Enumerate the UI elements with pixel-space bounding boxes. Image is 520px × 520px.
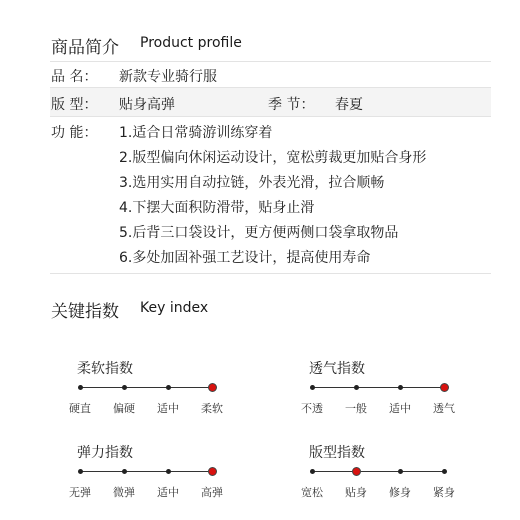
divider <box>50 87 491 88</box>
scale-marker <box>78 469 83 474</box>
value-product-name: 新款专业骑行服 <box>119 69 217 85</box>
scale-line <box>80 471 212 472</box>
label-season: 季 节： <box>268 97 315 113</box>
scale-marker <box>310 385 315 390</box>
feature-item: 1.适合日常骑游训练穿着 <box>119 125 273 141</box>
scale-tick-label: 适中 <box>389 402 411 415</box>
feature-item: 4.下摆大面积防滑带，贴身止滑 <box>119 200 315 216</box>
scale-marker <box>398 385 403 390</box>
scale-title: 弹力指数 <box>77 445 133 461</box>
feature-item: 5.后背三口袋设计，更方便两侧口袋拿取物品 <box>119 225 399 241</box>
scale-marker <box>122 469 127 474</box>
softness-index-scale <box>68 358 228 418</box>
scale-marker <box>166 385 171 390</box>
scale-line <box>312 387 444 388</box>
scale-marker <box>78 385 83 390</box>
feature-item: 3.选用实用自动拉链，外表光滑，拉合顺畅 <box>119 175 385 191</box>
scale-marker-selected <box>352 467 361 476</box>
scale-line <box>312 471 444 472</box>
elasticity-index-scale <box>68 442 228 502</box>
feature-item: 6.多处加固补强工艺设计，提高使用寿命 <box>119 250 371 266</box>
scale-marker <box>354 385 359 390</box>
feature-item: 2.版型偏向休闲运动设计，宽松剪裁更加贴合身形 <box>119 150 427 166</box>
scale-marker <box>166 469 171 474</box>
scale-marker-selected <box>208 467 217 476</box>
scale-tick-label: 柔软 <box>201 402 223 415</box>
scale-line <box>80 387 212 388</box>
scale-marker <box>442 469 447 474</box>
scale-tick-label: 不透 <box>301 402 323 415</box>
scale-tick-label: 硬直 <box>69 402 91 415</box>
divider <box>50 273 491 274</box>
breathability-index-scale <box>300 358 460 418</box>
scale-tick-label: 修身 <box>389 486 411 499</box>
section-title-en: Product profile <box>140 35 242 51</box>
scale-title: 透气指数 <box>309 361 365 377</box>
scale-tick-label: 贴身 <box>345 486 367 499</box>
fit-index-scale <box>300 442 460 502</box>
scale-tick-label: 适中 <box>157 402 179 415</box>
scale-tick-label: 偏硬 <box>113 402 135 415</box>
scale-title: 柔软指数 <box>77 361 133 377</box>
scale-marker-selected <box>208 383 217 392</box>
scale-tick-label: 一般 <box>345 402 367 415</box>
section-title-cn: 商品简介 <box>51 38 119 58</box>
divider <box>50 61 491 62</box>
value-season: 春夏 <box>335 97 363 113</box>
scale-tick-label: 适中 <box>157 486 179 499</box>
scale-tick-label: 透气 <box>433 402 455 415</box>
scale-marker <box>122 385 127 390</box>
label-function: 功 能： <box>51 125 98 141</box>
label-fit: 版 型： <box>51 97 98 113</box>
scale-marker <box>310 469 315 474</box>
key-index-title-en: Key index <box>140 300 209 316</box>
scale-tick-label: 无弹 <box>69 486 91 499</box>
scale-marker-selected <box>440 383 449 392</box>
scale-marker <box>398 469 403 474</box>
scale-tick-label: 紧身 <box>433 486 455 499</box>
scale-title: 版型指数 <box>309 445 365 461</box>
key-index-title-cn: 关键指数 <box>51 302 119 322</box>
scale-tick-label: 宽松 <box>301 486 323 499</box>
scale-tick-label: 微弹 <box>113 486 135 499</box>
value-fit: 贴身高弹 <box>119 97 175 113</box>
label-product-name: 品 名： <box>51 69 98 85</box>
divider <box>50 116 491 117</box>
scale-tick-label: 高弹 <box>201 486 223 499</box>
